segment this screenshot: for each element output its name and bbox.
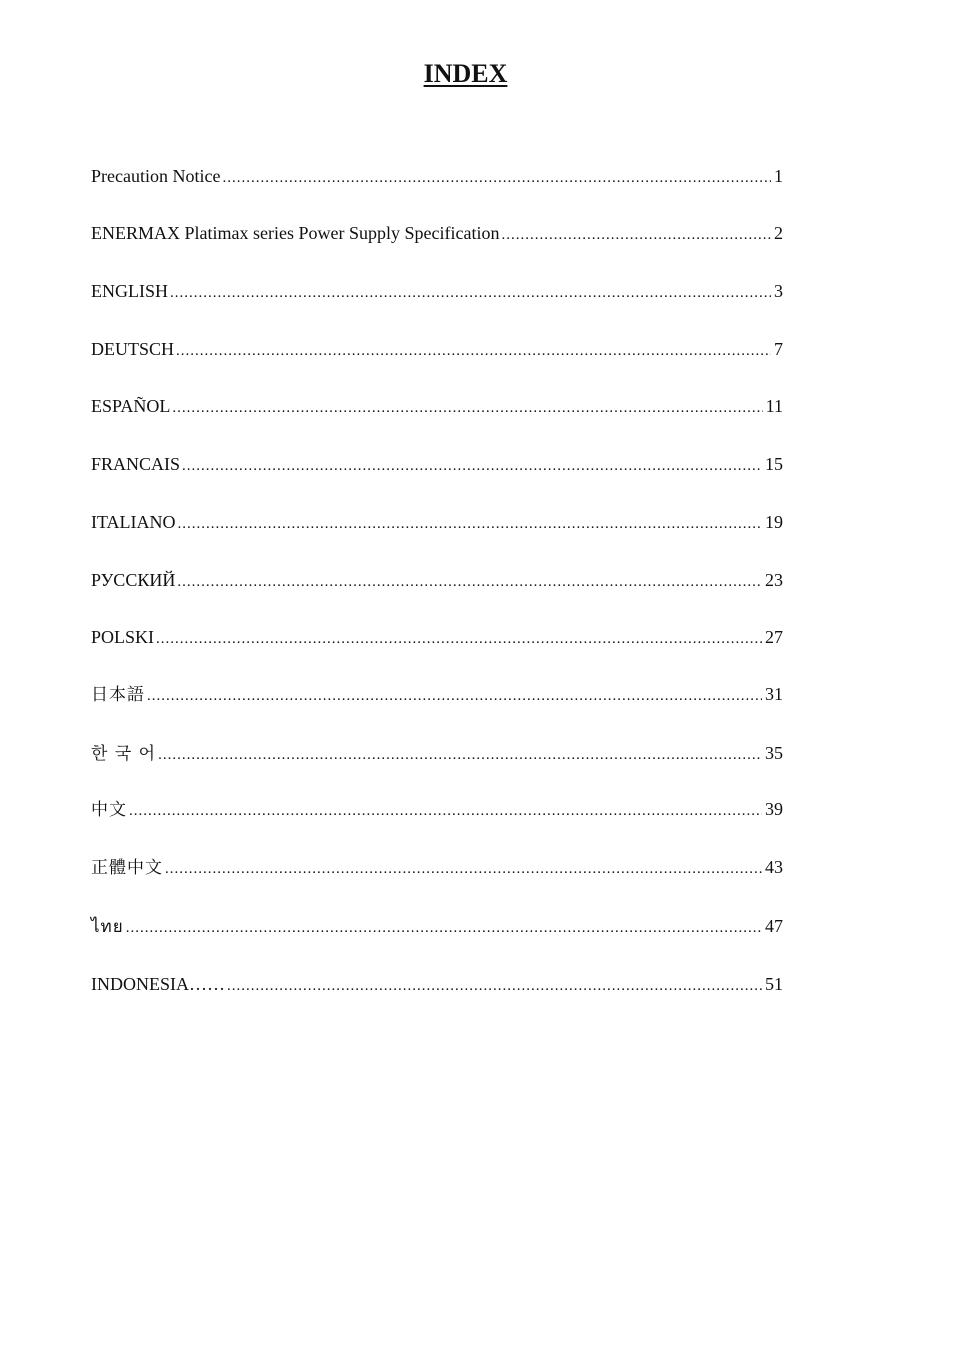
toc-entry-korean[interactable] [91, 741, 783, 765]
toc-entry-page-number: 43 [765, 857, 783, 877]
dot-leader [129, 799, 762, 823]
toc-entry-page-number: 23 [765, 570, 783, 590]
toc-entry-espanol[interactable] [91, 394, 783, 418]
toc-entry-page-number: 2 [774, 223, 783, 243]
toc-entry-page-number: 15 [765, 454, 783, 474]
toc-entry-thai[interactable] [91, 914, 783, 938]
toc-entry-label: 日本語 [91, 685, 145, 705]
toc-entry-english[interactable] [91, 279, 783, 303]
toc-entry-simplified-chinese[interactable] [91, 797, 783, 821]
dot-leader [172, 396, 762, 420]
toc-entry-page-number: 27 [765, 627, 783, 647]
toc-entry-specification[interactable] [91, 221, 783, 245]
dot-leader [222, 166, 771, 190]
toc-entry-francais[interactable] [91, 452, 783, 476]
toc-entry-label: ENGLISH [91, 281, 168, 301]
toc-entry-label: DEUTSCH [91, 339, 175, 359]
dot-leader [177, 570, 762, 594]
toc-entry-polski[interactable] [91, 625, 783, 649]
dot-leader [158, 743, 762, 767]
toc-entry-deutsch[interactable] [91, 337, 783, 361]
toc-entry-italiano[interactable] [91, 510, 783, 534]
toc-entry-indonesia[interactable] [91, 972, 783, 996]
toc-entry-page-number: 3 [774, 281, 783, 301]
toc-entry-label: Precaution Notice [91, 166, 221, 186]
toc-entry-page-number: 11 [765, 396, 783, 416]
toc-entry-page-number: 51 [765, 974, 783, 994]
dot-leader [170, 281, 771, 305]
dot-leader [126, 916, 762, 940]
toc-entry-label: 正體中文 [91, 858, 163, 878]
dot-leader [227, 974, 762, 998]
toc-entry-label: ไทย [91, 917, 124, 937]
toc-entry-page-number: 7 [774, 339, 783, 359]
toc-entry-label: ENERMAX Platimax series Power Supply Specification [91, 223, 500, 243]
toc-entry-label: 中文 [91, 800, 127, 820]
dot-leader [147, 684, 762, 708]
dot-leader [178, 512, 762, 536]
toc-entry-page-number: 39 [765, 799, 783, 819]
toc-entry-precaution-notice[interactable] [91, 164, 783, 188]
toc-entry-traditional-chinese[interactable] [91, 855, 783, 879]
dot-leader [182, 454, 762, 478]
toc-entry-russian[interactable] [91, 568, 783, 592]
page-title: INDEX [423, 59, 508, 88]
toc-entry-label: INDONESIA…… [91, 974, 225, 994]
toc-entry-page-number: 35 [765, 743, 783, 763]
toc-entry-label: РУССКИЙ [91, 570, 176, 590]
dot-leader [156, 627, 762, 651]
dot-leader [165, 857, 762, 881]
toc-entry-page-number: 1 [774, 166, 783, 186]
dot-leader [501, 223, 771, 247]
toc-entry-page-number: 47 [765, 916, 783, 936]
toc-entry-page-number: 19 [765, 512, 783, 532]
toc-entry-label: ESPAÑOL [91, 396, 171, 416]
toc-entry-label: FRANCAIS [91, 454, 181, 474]
toc-entry-page-number: 31 [765, 684, 783, 704]
toc-entry-label: ITALIANO [91, 512, 176, 532]
toc-entry-label: POLSKI [91, 627, 155, 647]
dot-leader [176, 339, 771, 363]
toc-entry-japanese[interactable] [91, 682, 783, 706]
toc-entry-label: 한 국 어 [91, 744, 157, 764]
